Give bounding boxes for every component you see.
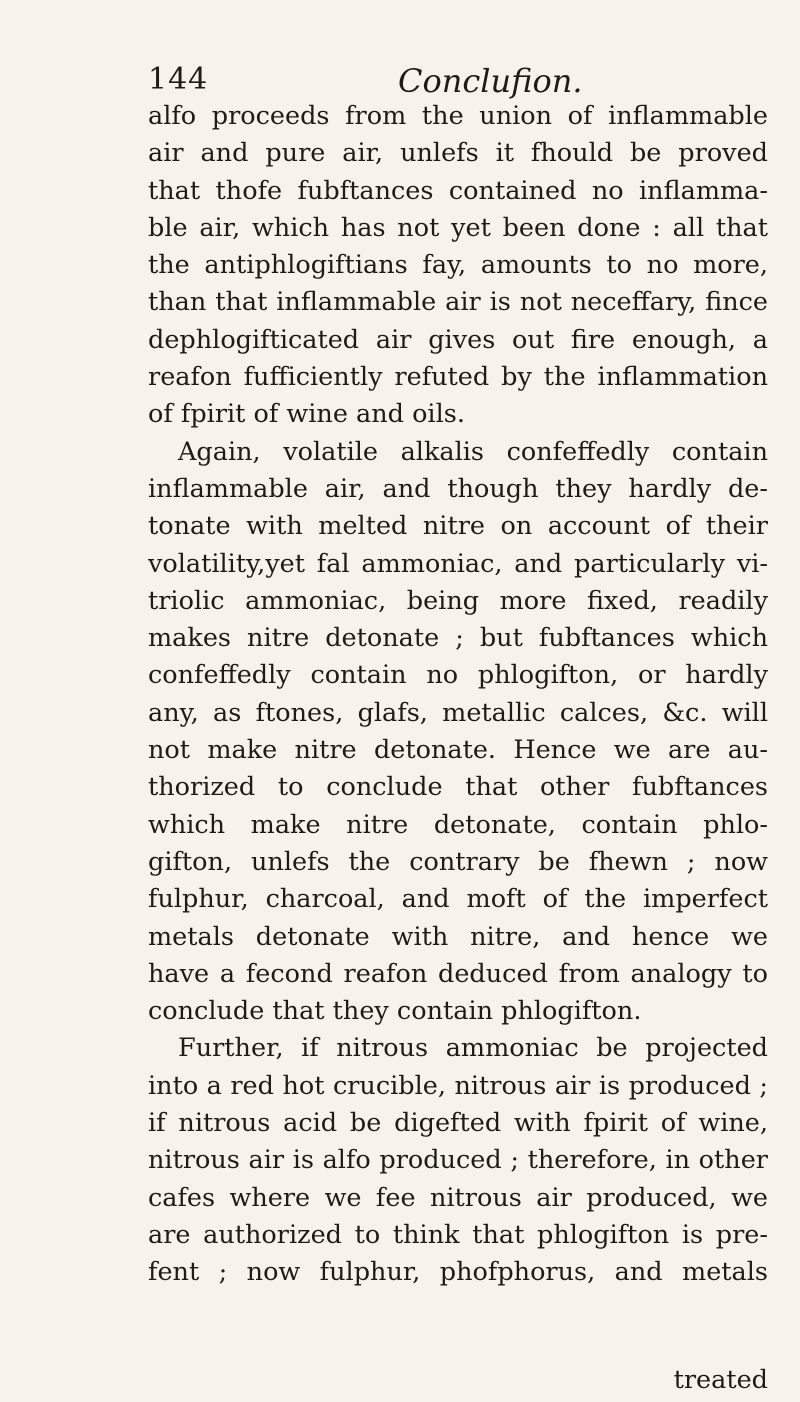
text-line: of fpirit of wine and oils. <box>148 399 465 430</box>
text-line: ble air, which has not yet been done : all that <box>148 212 768 243</box>
text-line: into a red hot crucible, nitrous air is produced ; <box>148 1070 768 1101</box>
text-line: alfo proceeds from the union of inflammable <box>148 101 768 131</box>
page-number: 144 <box>148 62 209 97</box>
text-line: which make nitre detonate, contain phlo- <box>148 809 768 840</box>
catchword: treated <box>673 1365 768 1395</box>
text-line: confeffedly contain no phlogifton, or hardly <box>148 660 768 691</box>
text-line: are authorized to think that phlogifton is pre- <box>148 1219 768 1250</box>
text-line: thorized to conclude that other fubftances <box>148 772 768 803</box>
text-line: triolic ammoniac, being more fixed, readily <box>148 585 768 616</box>
text-line: metals detonate with nitre, and hence we <box>148 921 768 952</box>
text-line: tonate with melted nitre on account of their <box>148 511 768 542</box>
running-head: Conclufion. <box>398 62 583 100</box>
text-line: cafes where we fee nitrous air produced, we <box>148 1182 768 1213</box>
body-text <box>148 98 768 1292</box>
text-line: fulphur, charcoal, and moft of the imperfect <box>148 884 768 915</box>
text-line: makes nitre detonate ; but fubftances which <box>148 623 768 654</box>
text-line: dephlogifticated air gives out fire enough, a <box>148 324 768 355</box>
text-line: Further, if nitrous ammoniac be projected <box>178 1033 768 1064</box>
text-line: than that inflammable air is not neceffary, fince <box>148 287 768 318</box>
text-line: volatility,yet fal ammoniac, and particularly vi- <box>148 548 768 579</box>
text-line: any, as ftones, glafs, metallic calces, &c. will <box>148 697 768 728</box>
text-line: the antiphlogiftians fay, amounts to no more, <box>148 250 768 281</box>
text-line: have a fecond reafon deduced from analogy to <box>148 958 768 989</box>
text-line: gifton, unlefs the contrary be fhewn ; now <box>148 846 768 877</box>
text-line: if nitrous acid be digefted with fpirit of wine, <box>148 1108 768 1139</box>
text-line: air and pure air, unlefs it fhould be proved <box>148 138 768 169</box>
text-line: nitrous air is alfo produced ; therefore, in other <box>148 1145 768 1176</box>
text-line: inflammable air, and though they hardly de- <box>148 473 768 504</box>
text-line: not make nitre detonate. Hence we are au- <box>148 735 768 766</box>
text-line: Again, volatile alkalis confeffedly contain <box>178 436 768 467</box>
text-line: reafon fufficiently refuted by the inflammation <box>148 362 768 393</box>
text-line: conclude that they contain phlogifton. <box>148 996 642 1027</box>
text-line: that thofe fubftances contained no inflamma- <box>148 175 768 206</box>
text-line: fent ; now fulphur, phofphorus, and metals <box>148 1257 768 1288</box>
